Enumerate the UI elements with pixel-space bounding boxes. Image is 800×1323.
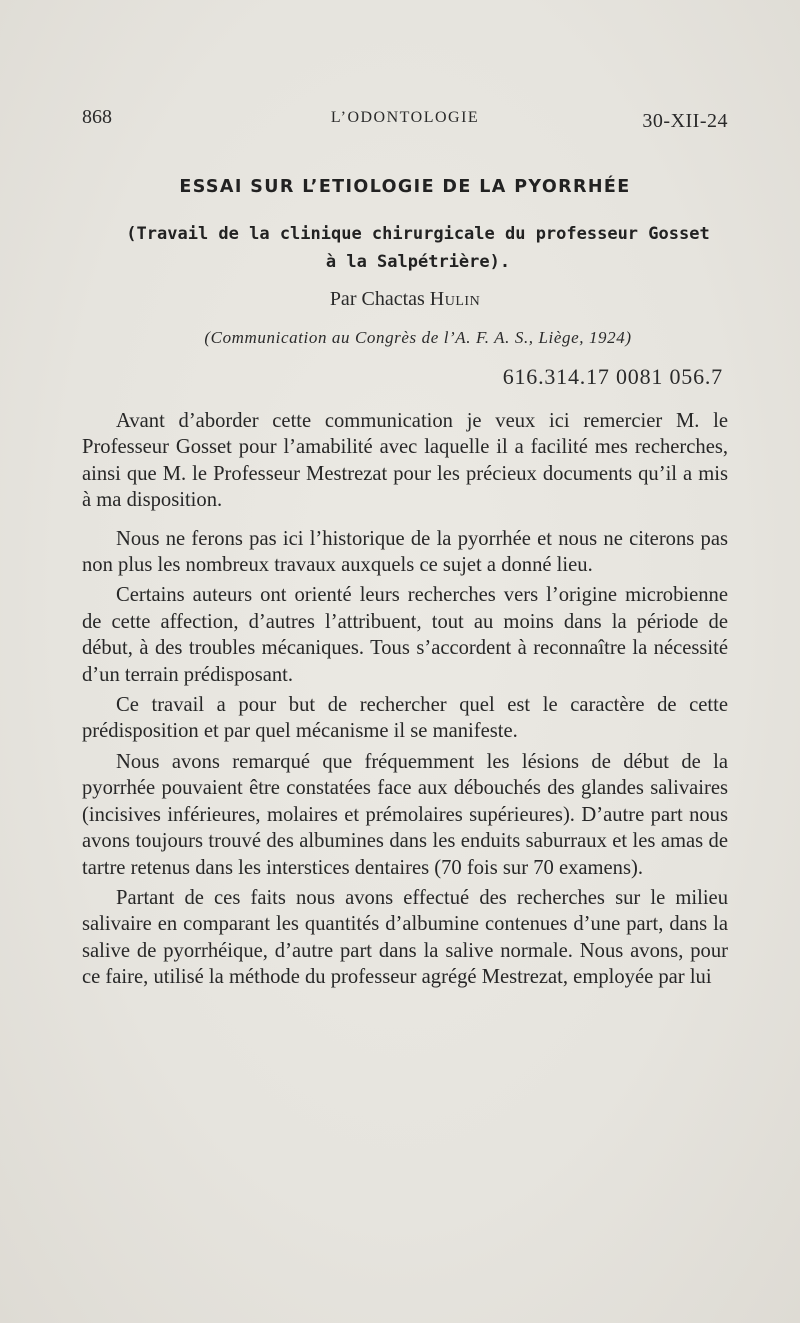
running-header: [82, 100, 728, 140]
classification-code: 616.314.17 0081 056.7: [502, 364, 723, 389]
byline-prefix: Par Chactas: [329, 288, 430, 310]
paragraph-5: Nous avons remarqué que fréquemment les lésions de début de la pyorrhée pouvaient être constatées face aux débouchés des glandes salivaires (incisives inférieures, molaires et prémolaires supérieures). D’autre part nous avons toujours trouvé des albumines dans les enduits saburraux et les amas de tartre retenus dans les interstices dentaires (70 fois sur 70 examens).: [82, 750, 728, 879]
paragraph-3: Certains auteurs ont orienté leurs recherches vers l’origine microbienne de cette affection, d’autres l’attribuent, tout au moins dans la période de début, à des troubles mécaniques. Tous s’accordent à reconnaître la nécessité d’un terrain prédisposant.: [82, 584, 728, 686]
page-number: 868: [82, 106, 112, 128]
author-name: Hulin: [429, 288, 481, 310]
journal-title: L’ODONTOLOGIE: [330, 109, 480, 126]
paragraph-1: Avant d’aborder cette communication je veux ici remercier M. le Professeur Gosset pour l’amabilité avec laquelle il a facilité mes recherches, ainsi que M. le Professeur Mestrezat pour les précieux documents qu’il a mis à ma disposition.: [82, 410, 728, 512]
paragraph-2: Nous ne ferons pas ici l’historique de la pyorrhée et nous ne citerons pas non plus les nombreux travaux auxquels ce sujet a donné lieu.: [82, 527, 728, 577]
article-title: ESSAI SUR L’ETIOLOGIE DE LA PYORRHÉE: [179, 177, 631, 197]
author-byline: [82, 288, 728, 311]
paragraph-4: Ce travail a pour but de rechercher quel est le caractère de cette prédisposition et par quel mécanisme il se manifeste.: [82, 694, 728, 743]
issue-date: 30-XII-24: [642, 110, 728, 132]
subtitle-line-1: (Travail de la clinique chirurgicale du professeur Gosset: [126, 224, 710, 244]
paragraph-6: Partant de ces faits nous avons effectué des recherches sur le milieu salivaire en comparant les quantités d’albumine contenues d’une part, dans la salive de pyorrhéique, d’autre part dans la salive normale. Nous avons, pour ce faire, utilisé la méthode du professeur agrégé Mestrezat, employée par lui: [82, 886, 728, 989]
article-subtitle: [100, 220, 736, 276]
communication-note: (Communication au Congrès de l’A. F. A. S., Liège, 1924): [204, 328, 632, 347]
article-body: [82, 408, 728, 991]
subtitle-line-2: à la Salpétrière).: [325, 252, 511, 272]
